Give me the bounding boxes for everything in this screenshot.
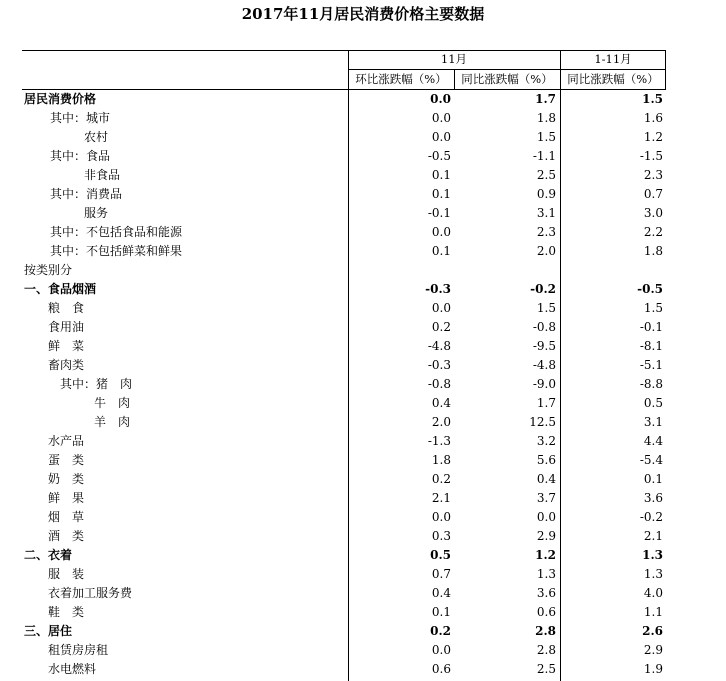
row-value-v3: 2.1: [643, 529, 663, 543]
row-value-v3: -0.5: [637, 282, 663, 296]
row-value-v2: 1.8: [536, 111, 556, 125]
row-label: 牛 肉: [94, 396, 131, 410]
header-group-nov: 11月: [440, 52, 468, 66]
row-value-v2: 1.2: [535, 548, 556, 562]
row-value-v1: 0.2: [431, 472, 451, 486]
row-label: 羊 肉: [94, 415, 131, 429]
row-value-v2: -4.8: [532, 358, 556, 372]
header-yoy-change: 同比涨跌幅（%）: [461, 72, 553, 86]
row-label: 其中：不包括鲜菜和鲜果: [50, 244, 183, 258]
row-value-v3: 1.5: [642, 92, 663, 106]
row-label: 粮 食: [48, 301, 85, 315]
row-value-v1: -0.1: [427, 206, 451, 220]
row-value-v1: 0.5: [430, 548, 451, 562]
row-label: 居民消费价格: [24, 92, 97, 106]
row-value-v2: 1.5: [536, 130, 556, 144]
row-label: 其中：猪 肉: [60, 377, 133, 391]
row-value-v1: -0.3: [425, 282, 451, 296]
row-value-v1: 1.8: [431, 453, 451, 467]
row-label: 农村: [84, 130, 109, 144]
row-value-v1: 0.1: [431, 244, 451, 258]
row-value-v1: 0.0: [431, 510, 451, 524]
header-bottom-rule: [22, 89, 666, 90]
row-label: 其中：消费品: [50, 187, 123, 201]
row-value-v1: -0.5: [427, 149, 451, 163]
row-label: 衣着加工服务费: [48, 586, 133, 600]
row-value-v2: 3.6: [536, 586, 556, 600]
row-label: 鞋 类: [48, 605, 85, 619]
row-value-v3: 4.0: [643, 586, 663, 600]
row-value-v2: 2.0: [536, 244, 556, 258]
row-value-v1: 0.1: [431, 605, 451, 619]
row-value-v3: 1.2: [643, 130, 663, 144]
row-value-v2: 0.6: [536, 605, 556, 619]
row-value-v3: 2.3: [643, 168, 663, 182]
row-value-v3: 1.8: [643, 244, 663, 258]
row-value-v3: -8.1: [639, 339, 663, 353]
row-value-v2: 3.1: [536, 206, 556, 220]
row-value-v2: 2.5: [536, 168, 556, 182]
row-value-v3: 3.6: [643, 491, 663, 505]
row-value-v3: 1.6: [643, 111, 663, 125]
row-label: 畜肉类: [48, 358, 85, 372]
row-value-v1: 0.0: [431, 130, 451, 144]
row-value-v1: 0.4: [431, 586, 451, 600]
row-label: 酒 类: [48, 529, 85, 543]
row-value-v3: 0.5: [643, 396, 663, 410]
row-value-v3: -5.1: [639, 358, 663, 372]
row-label: 鲜 菜: [48, 339, 85, 353]
row-value-v1: 0.4: [431, 396, 451, 410]
row-value-v1: 0.0: [431, 301, 451, 315]
row-value-v2: 2.5: [536, 662, 556, 676]
col-divider-3: [560, 50, 561, 681]
row-value-v1: -4.8: [427, 339, 451, 353]
row-value-v1: 2.0: [431, 415, 451, 429]
row-value-v3: -0.2: [639, 510, 663, 524]
row-value-v2: -9.0: [532, 377, 556, 391]
col-divider-1: [348, 50, 349, 681]
row-label: 其中：城市: [50, 111, 111, 125]
row-value-v1: -1.3: [427, 434, 451, 448]
row-value-v2: 0.9: [536, 187, 556, 201]
row-label: 按类别分: [24, 263, 73, 277]
row-label: 一、食品烟酒: [24, 282, 97, 296]
header-group-jan-nov: 1-11月: [594, 52, 632, 66]
row-value-v2: 1.7: [536, 396, 556, 410]
row-label: 鲜 果: [48, 491, 85, 505]
row-value-v2: -0.8: [532, 320, 556, 334]
row-value-v2: 3.7: [536, 491, 556, 505]
row-value-v3: 3.1: [643, 415, 663, 429]
row-value-v2: 1.3: [536, 567, 556, 581]
row-value-v2: -0.2: [530, 282, 556, 296]
row-label: 水产品: [48, 434, 85, 448]
row-value-v1: 0.2: [430, 624, 451, 638]
row-value-v2: 2.8: [535, 624, 556, 638]
row-value-v1: 0.0: [431, 111, 451, 125]
row-value-v3: -0.1: [639, 320, 663, 334]
row-value-v1: 0.0: [431, 643, 451, 657]
row-value-v1: 0.0: [431, 225, 451, 239]
row-value-v3: 2.9: [643, 643, 663, 657]
row-label: 租赁房房租: [48, 643, 109, 657]
row-value-v2: 5.6: [536, 453, 556, 467]
row-value-v2: -9.5: [532, 339, 556, 353]
row-value-v2: 2.3: [536, 225, 556, 239]
row-value-v1: 0.1: [431, 187, 451, 201]
row-value-v1: 0.0: [430, 92, 451, 106]
row-value-v1: -0.8: [427, 377, 451, 391]
row-value-v3: 1.3: [642, 548, 663, 562]
header-ytd-yoy-change: 同比涨跌幅（%）: [567, 72, 659, 86]
row-value-v3: 1.5: [643, 301, 663, 315]
row-value-v3: 3.0: [643, 206, 663, 220]
row-value-v1: 2.1: [431, 491, 451, 505]
row-value-v3: 2.6: [642, 624, 663, 638]
page-title: 2017年11月居民消费价格主要数据: [241, 5, 485, 23]
row-value-v1: 0.1: [431, 168, 451, 182]
row-value-v3: 0.7: [643, 187, 663, 201]
row-value-v2: 12.5: [529, 415, 556, 429]
row-label: 蛋 类: [48, 453, 85, 467]
row-value-v3: -8.8: [639, 377, 663, 391]
row-label: 服务: [84, 206, 109, 220]
row-value-v1: 0.2: [431, 320, 451, 334]
row-value-v3: -5.4: [639, 453, 663, 467]
row-label: 非食品: [84, 168, 121, 182]
row-value-v1: 0.3: [431, 529, 451, 543]
row-label: 三、居住: [24, 624, 73, 638]
row-value-v3: 2.2: [643, 225, 663, 239]
row-value-v1: 0.7: [431, 567, 451, 581]
row-value-v1: -0.3: [427, 358, 451, 372]
row-label: 服 装: [48, 567, 85, 581]
row-value-v2: 0.4: [536, 472, 556, 486]
row-label: 奶 类: [48, 472, 85, 486]
header-mom-change: 环比涨跌幅（%）: [355, 72, 447, 86]
row-value-v3: 1.1: [643, 605, 663, 619]
row-value-v3: 1.3: [643, 567, 663, 581]
row-label: 二、衣着: [24, 548, 73, 562]
row-value-v2: 0.0: [536, 510, 556, 524]
row-value-v2: 3.2: [536, 434, 556, 448]
row-value-v2: 2.8: [536, 643, 556, 657]
row-label: 水电燃料: [48, 662, 97, 676]
row-label: 其中：食品: [50, 149, 111, 163]
row-value-v3: 4.4: [643, 434, 663, 448]
row-value-v2: 2.9: [536, 529, 556, 543]
row-value-v3: 0.1: [643, 472, 663, 486]
row-label: 食用油: [48, 320, 85, 334]
row-value-v2: 1.7: [535, 92, 556, 106]
row-value-v2: 1.5: [536, 301, 556, 315]
row-label: 烟 草: [48, 510, 85, 524]
row-value-v1: 0.6: [431, 662, 451, 676]
row-label: 其中：不包括食品和能源: [50, 225, 183, 239]
row-value-v3: -1.5: [639, 149, 663, 163]
row-value-v3: 1.9: [643, 662, 663, 676]
row-value-v2: -1.1: [532, 149, 556, 163]
